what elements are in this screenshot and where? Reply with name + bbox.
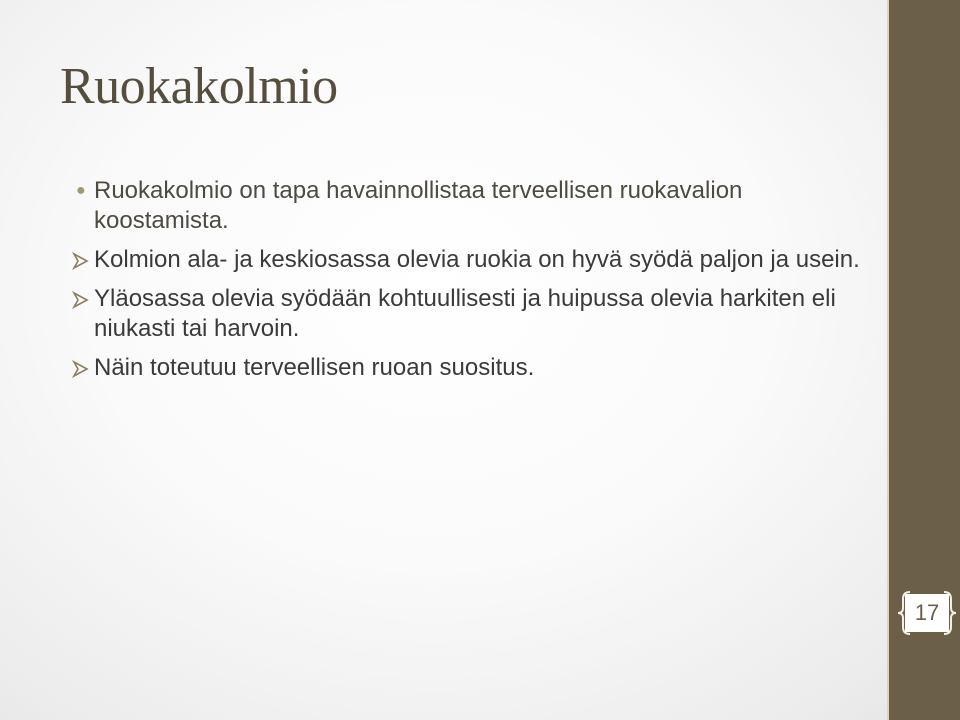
bullet-text: Ruokakolmio on tapa havainnollistaa terveellisen ruokavalion koostamista. — [94, 177, 743, 234]
bullet-dot-icon: ● — [76, 182, 86, 199]
slide-title: Ruokakolmio — [60, 58, 338, 115]
bullet-text: Yläosassa olevia syödään kohtuullisesti ja huipussa olevia harkiten eli niukasti tai harvoin. — [94, 285, 836, 342]
bullet-list — [72, 176, 862, 392]
bullet-item — [72, 176, 862, 236]
page-number: 17 — [914, 600, 940, 625]
bullet-text: Näin toteutuu terveellisen ruoan suositus. — [94, 354, 535, 381]
bullet-item — [72, 245, 862, 275]
page-number-badge — [897, 588, 957, 638]
bullet-text: Kolmion ala- ja keskiosassa olevia ruokia on hyvä syödä paljon ja usein. — [94, 246, 860, 273]
bullet-item — [72, 284, 862, 344]
bullet-item — [72, 353, 862, 383]
